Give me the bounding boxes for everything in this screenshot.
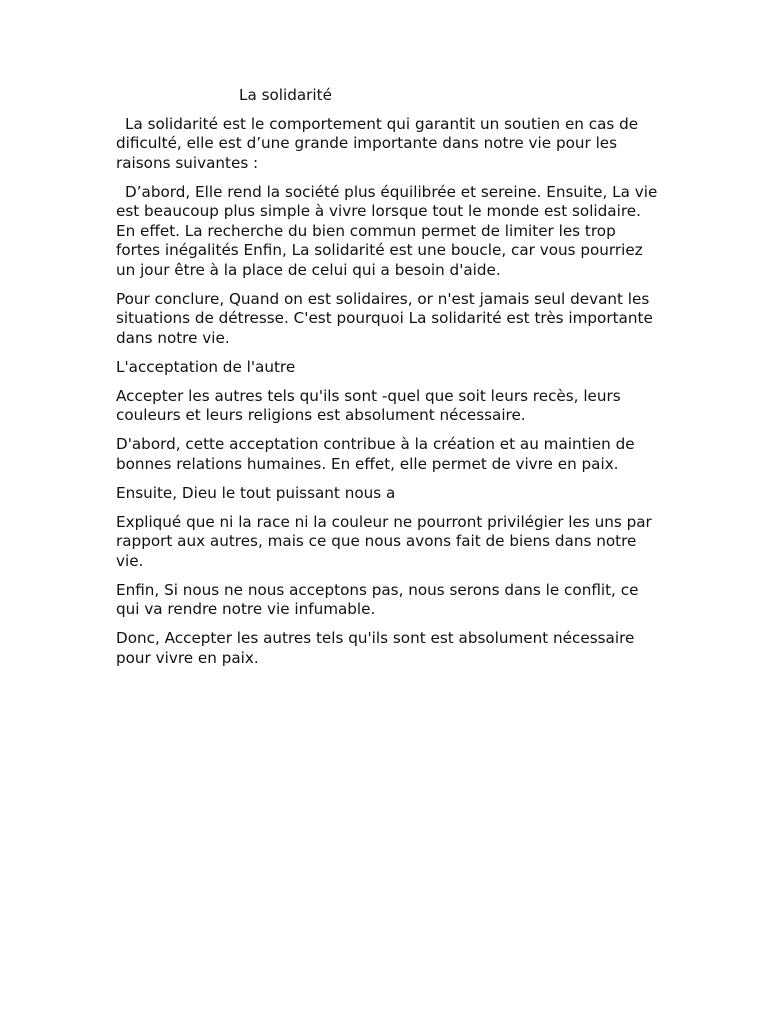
- document-page: [116, 86, 664, 678]
- section-heading: L'acceptation de l'autre: [116, 357, 296, 376]
- paragraph-acceptance-finally: Enfin, Si nous ne nous acceptons pas, nous serons dans le conflit, ce qui va rendre notre vie infumable.: [116, 580, 639, 618]
- document-title: La solidarité: [239, 86, 332, 104]
- paragraph-acceptance-second: Ensuite, Dieu le tout puissant nous a: [116, 483, 396, 502]
- paragraph-arguments: D’abord, Elle rend la société plus équilibrée et sereine. Ensuite, La vie est beaucoup plus simple à vivre lorsque tout le monde est solidaire. En effet. La recherche du bien commun permet de limiter les trop fortes inégalités Enfin, La solidarité est une boucle, car vous pourriez un jour être à la place de celui qui a besoin d'aide.: [116, 182, 658, 279]
- paragraph-intro: La solidarité est le comportement qui garantit un soutien en cas de dificulté, elle est d’une grande importante dans notre vie pour les raisons suivantes :: [116, 114, 639, 172]
- paragraph-acceptance-conclusion: Donc, Accepter les autres tels qu'ils sont est absolument nécessaire pour vivre en paix.: [116, 629, 635, 667]
- paragraph-conclusion: Pour conclure, Quand on est solidaires, or n'est jamais seul devant les situations de détresse. C'est pourquoi La solidarité est très importante dans notre vie.: [116, 289, 653, 347]
- paragraph-acceptance-first: D'abord, cette acceptation contribue à la création et au maintien de bonnes relations humaines. En effet, elle permet de vivre en paix.: [116, 435, 635, 473]
- paragraph-acceptance-explained: Expliqué que ni la race ni la couleur ne pourront privilégier les uns par rapport aux autres, mais ce que nous avons fait de biens dans notre vie.: [116, 512, 652, 570]
- paragraph-acceptance-intro: Accepter les autres tels qu'ils sont -quel que soit leurs recès, leurs couleurs et leurs religions est absolument nécessaire.: [116, 386, 621, 424]
